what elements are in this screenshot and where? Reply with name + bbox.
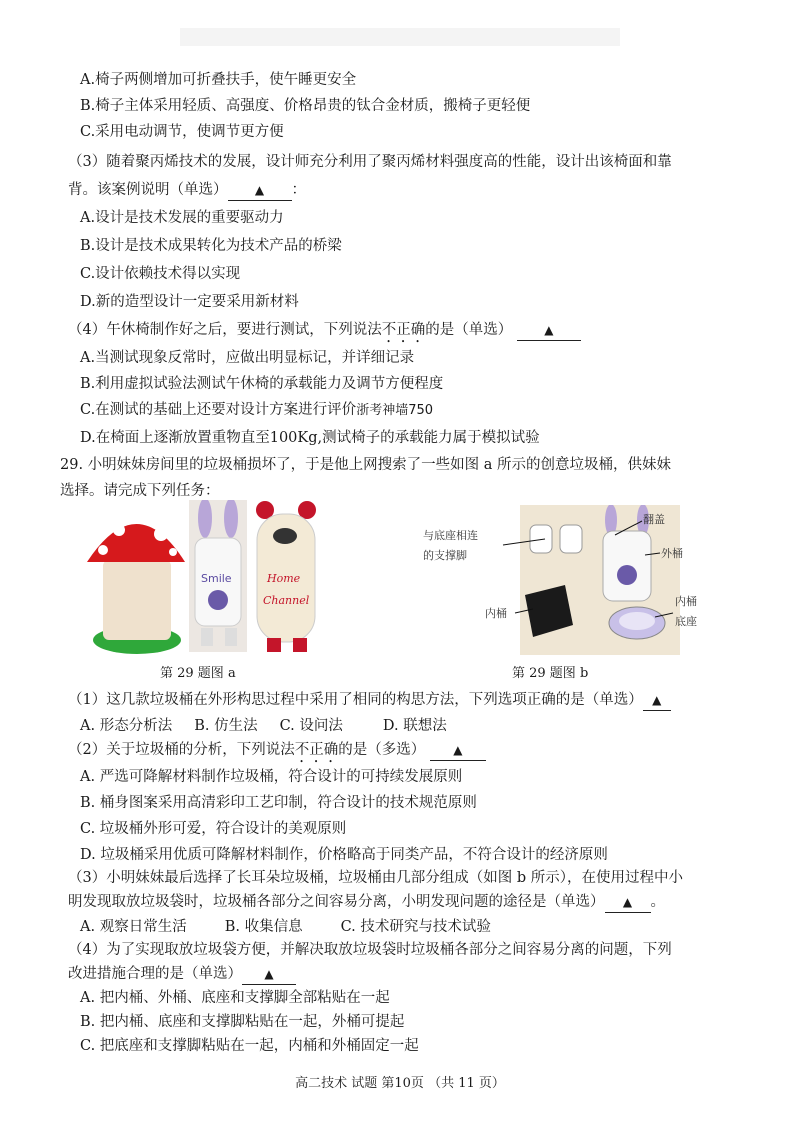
option-c: C.设计依赖技术得以实现 — [80, 266, 241, 282]
option-b: B. 桶身图案采用高清彩印工艺印制，符合设计的技术规范原则 — [80, 795, 477, 811]
q28-3-stem-line2 — [68, 180, 306, 201]
option-c: C. 技术研究与技术试验 — [340, 919, 491, 935]
mushroom-dot — [169, 548, 177, 556]
answer-blank[interactable] — [517, 320, 581, 341]
bin-print: Channel — [263, 594, 310, 607]
figure-29a-illustration — [85, 500, 335, 660]
stem-punct: 。 — [650, 894, 665, 910]
option-d: D. 垃圾桶采用优质可降解材料制作，价格略高于同类产品，不符合设计的经济原则 — [80, 847, 608, 863]
option-d: D.新的造型设计一定要采用新材料 — [80, 294, 299, 310]
figure-29b — [405, 505, 705, 655]
q28-4-stem — [68, 320, 581, 346]
blank-mark: ▲ — [622, 895, 633, 909]
option-b: B.利用虚拟试验法测试午休椅的承载能力及调节方便程度 — [80, 376, 444, 392]
emphasis-text: 不正确 — [294, 742, 339, 758]
bear-opening — [273, 528, 297, 544]
option-b: B. 仿生法 — [194, 718, 258, 734]
stem-text: 背。该案例说明（单选） — [68, 182, 228, 198]
rabbit-foot — [225, 628, 237, 646]
bear-foot — [293, 638, 307, 652]
stem-text: 的是（单选） — [425, 322, 513, 338]
q29-1-stem — [68, 690, 671, 711]
label-base: 底座 — [675, 615, 697, 628]
bin-print: Home — [267, 572, 301, 585]
option-c — [80, 400, 433, 421]
page-footer: 高二技术 试题 第10页 （共 11 页） — [295, 1076, 505, 1091]
label-support-2: 的支撑脚 — [423, 549, 467, 562]
option-a: A.设计是技术发展的重要驱动力 — [80, 210, 284, 226]
stem-text: （2）关于垃圾桶的分析，下列说法 — [68, 742, 295, 758]
figure-29a-caption: 第 29 题图 a — [160, 666, 236, 681]
option-a: A.椅子两侧增加可折叠扶手，使午睡更安全 — [80, 72, 357, 88]
support-foot — [530, 525, 552, 553]
stem-text: 改进措施合理的是（单选） — [68, 966, 242, 982]
watermark-text: 浙考神墙750 — [356, 403, 434, 418]
answer-blank[interactable] — [242, 964, 296, 985]
answer-blank[interactable] — [430, 740, 486, 761]
emphasis-text: 不正确 — [381, 322, 426, 338]
mushroom-dot — [154, 527, 168, 541]
label-inner-right: 内桶 — [675, 595, 697, 608]
support-foot — [560, 525, 582, 553]
option-c-text: C.在测试的基础上还要对设计方案进行评价 — [80, 402, 357, 418]
stem-text: （1）这几款垃圾桶在外形构思过程中采用了相同的构思方法，下列选项正确的是（单选） — [68, 692, 643, 708]
q29-2-stem — [68, 740, 486, 766]
q29-stem-line1: 29. 小明妹妹房间里的垃圾桶损坏了，于是他上网搜索了一些如图 a 所示的创意垃圾桶，供妹妹 — [60, 457, 672, 473]
q29-3-options — [80, 917, 491, 937]
bear-foot — [267, 638, 281, 652]
figure-29a — [85, 500, 335, 660]
blank-mark: ▲ — [544, 323, 554, 337]
q29-3-stem-line2 — [68, 892, 665, 913]
option-a: A.当测试现象反常时，应做出明显标记，并详细记录 — [80, 350, 415, 366]
rabbit-print — [208, 590, 228, 610]
q29-4-stem-line1: （4）为了实现取放垃圾袋方便，并解决取放垃圾袋时垃圾桶各部分之间容易分离的问题，下列 — [68, 942, 672, 958]
figure-29b-caption: 第 29 题图 b — [512, 666, 589, 681]
option-c: C. 垃圾桶外形可爱，符合设计的美观原则 — [80, 821, 347, 837]
option-d: D.在椅面上逐渐放置重物直至100Kg,测试椅子的承载能力属于模拟试验 — [80, 430, 540, 446]
option-a: A. 严选可降解材料制作垃圾桶，符合设计的可持续发展原则 — [80, 769, 463, 785]
rabbit-foot — [201, 628, 213, 646]
blank-mark: ▲ — [254, 183, 265, 197]
option-d: D. 联想法 — [382, 718, 447, 734]
label-lid: 翻盖 — [643, 513, 665, 526]
mushroom-dot — [98, 545, 108, 555]
blank-mark: ▲ — [264, 967, 274, 981]
bin-print: Smile — [201, 572, 232, 585]
option-b: B.设计是技术成果转化为技术产品的桥梁 — [80, 238, 342, 254]
stem-text: 明发现取放垃圾袋时，垃圾桶各部分之间容易分离，小明发现问题的途径是（单选） — [68, 894, 605, 910]
option-b: B. 收集信息 — [224, 919, 303, 935]
base-inner — [619, 612, 655, 630]
option-b: B. 把内桶、底座和支撑脚粘贴在一起，外桶可提起 — [80, 1014, 405, 1030]
mushroom-body — [103, 560, 171, 640]
blank-mark: ▲ — [652, 693, 662, 707]
blank-mark: ▲ — [453, 743, 463, 757]
mushroom-cap — [87, 524, 185, 562]
answer-blank[interactable] — [605, 892, 651, 913]
stem-punct: ： — [291, 182, 306, 198]
mushroom-dot — [135, 512, 147, 524]
q29-3-stem-line1: （3）小明妹妹最后选择了长耳朵垃圾桶，垃圾桶由几部分组成（如图 b 所示），在使用过程中小 — [68, 870, 683, 886]
q29-4-stem-line2 — [68, 964, 296, 985]
option-c: C. 设问法 — [279, 718, 343, 734]
q29-1-options — [80, 716, 447, 736]
stem-text: 的是（多选） — [338, 742, 426, 758]
scan-smudge — [180, 28, 620, 46]
q29-stem-line2: 选择。请完成下列任务： — [60, 483, 220, 499]
label-outer: 外桶 — [661, 547, 683, 560]
q28-3-stem-line1: （3）随着聚丙烯技术的发展，设计师充分利用了聚丙烯材料强度高的性能，设计出该椅面和靠 — [68, 154, 672, 170]
outer-print — [617, 565, 637, 585]
option-c: C. 把底座和支撑脚粘贴在一起，内桶和外桶固定一起 — [80, 1038, 419, 1054]
option-a: A. 把内桶、外桶、底座和支撑脚全部粘贴在一起 — [80, 990, 390, 1006]
answer-blank[interactable] — [643, 690, 671, 711]
option-b: B.椅子主体采用轻质、高强度、价格昂贵的钛合金材质，搬椅子更轻便 — [80, 98, 531, 114]
answer-blank[interactable] — [228, 180, 292, 201]
option-a: A. 形态分析法 — [80, 718, 173, 734]
label-support: 与底座相连 — [423, 529, 478, 542]
option-a: A. 观察日常生活 — [80, 919, 187, 935]
mushroom-dot — [113, 524, 125, 536]
label-inner: 内桶 — [485, 607, 507, 620]
option-c: C.采用电动调节，使调节更方便 — [80, 124, 284, 140]
stem-text: （4）午休椅制作好之后，要进行测试，下列说法 — [68, 322, 382, 338]
